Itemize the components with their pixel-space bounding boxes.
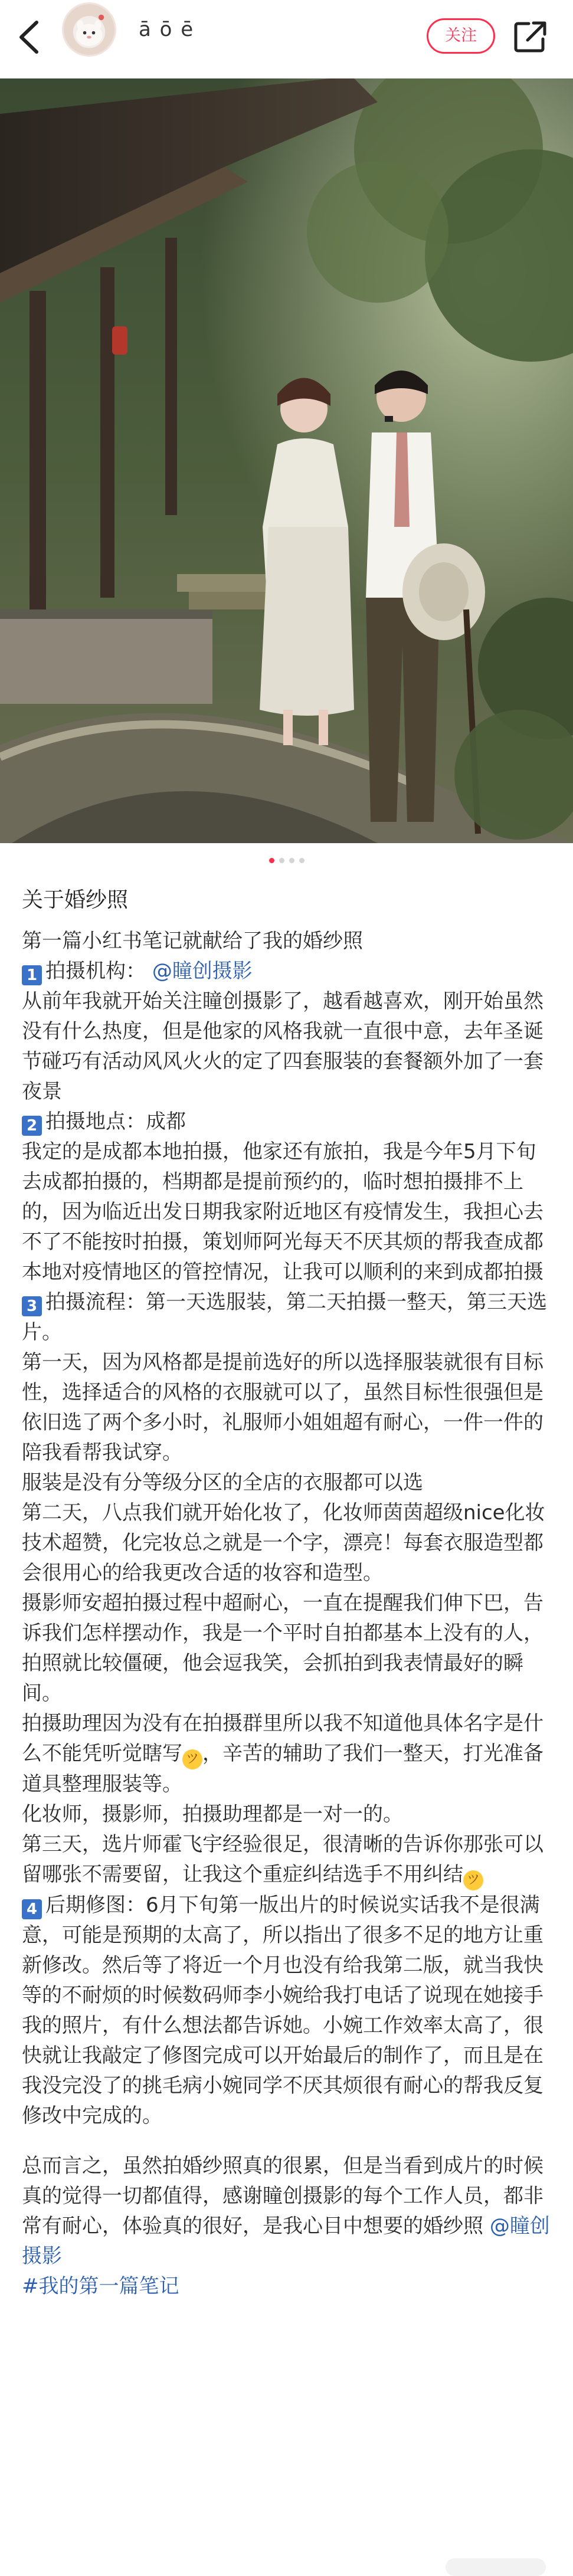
section-3-para-5: [22, 1709, 553, 1800]
mention-link[interactable]: @瞳创摄影: [152, 959, 253, 983]
carousel-dot[interactable]: [299, 858, 304, 863]
section-4: [22, 1890, 553, 2131]
chevron-left-icon[interactable]: [13, 19, 46, 55]
section-2-heading: 拍摄地点：成都: [45, 1110, 186, 1133]
mention-link[interactable]: @瞳创摄影: [22, 2214, 550, 2268]
section-3-para-3: 第二天，八点我们就开始化妆了，化妆师茵茵超级nice化妆技术超赞，化完妆总之就是一个字，漂亮！每套衣服造型都会很用心的给我更改合适的妆容和造型。: [22, 1501, 545, 1585]
number-4-badge: 4: [22, 1899, 42, 1919]
hashtag-link[interactable]: #我的第一篇笔记: [22, 2275, 179, 2298]
section-2-body: 我定的是成都本地拍摄，他家还有旅拍，我是今年5月下旬去成都拍摄的，档期都是提前预约的，临时想拍摄排不上的，因为临近出发日期我家附近地区有疫情发生，我担心去不了不能按时拍摄，策划师阿光每天不厌其烦的帮我查成都本地对疫情地区的管控情况，让我可以顺利的来到成都拍摄: [22, 1140, 543, 1284]
smile-emoji-icon: ツ: [463, 1870, 483, 1890]
section-3-para-5a: 拍摄助理因为没有在拍摄群里所以我不知道他具体名字是什么不能凭听觉瞎写: [22, 1712, 543, 1765]
author-name[interactable]: ā ō ē: [139, 18, 195, 41]
carousel-indicator: [0, 854, 573, 866]
post-intro: 第一篇小红书笔记就献给了我的婚纱照: [22, 929, 363, 953]
carousel-dot[interactable]: [279, 858, 284, 863]
post-title: 关于婚纱照: [22, 888, 129, 912]
section-3-heading: 拍摄流程：第一天选服装，第二天拍摄一整天，第三天选片。: [22, 1290, 547, 1344]
section-3-para-7: [22, 1830, 553, 1890]
follow-button[interactable]: 关注: [427, 18, 495, 54]
section-3: [22, 1287, 553, 1348]
section-4-body: 后期修图：6月下旬第一版出片的时候说实话我不是很满意，可能是预期的太高了，所以指出了很多不足的地方让重新修改。然后等了将近一个月也没有给我第二版，就当我快等的不耐烦的时候数码师李小婉给我打电话了说现在她接手我的照片，有什么想法都告诉她。小婉工作效率太高了，很快就让我敲定了修图完成可以开始最后的制作了，而且是在我没完没了的挑毛病小婉同学不厌其烦很有耐心的帮我反复修改中完成的。: [22, 1893, 543, 2128]
number-2-badge: 2: [22, 1116, 42, 1136]
section-3-para-2: 服装是没有分等级分区的全店的衣服都可以选: [22, 1471, 423, 1495]
summary-text: 总而言之，虽然拍婚纱照真的很累，但是当看到成片的时候真的觉得一切都值得，感谢瞳创摄影的每个工作人员，都非常有耐心，体验真的很好，是我心目中想要的婚纱照: [22, 2154, 543, 2238]
post-photo[interactable]: [0, 78, 573, 843]
post-content: [22, 885, 553, 2302]
section-1: [22, 956, 553, 987]
section-1-heading: 拍摄机构：: [45, 959, 146, 983]
section-3-para-5b: ，辛苦的辅助了我们一整天，打光准备道具整理服装等。: [22, 1742, 543, 1796]
section-3-para-1: 第一天，因为风格都是提前选好的所以选择服装就很有目标性，选择适合的风格的衣服就可以了，虽然目标性很强但是依旧选了两个多小时，礼服师小姐姐超有耐心，一件一件的陪我看帮我试穿。: [22, 1351, 543, 1464]
section-3-para-6: 化妆师，摄影师，拍摄助理都是一对一的。: [22, 1802, 403, 1826]
section-1-body: 从前年我就开始关注瞳创摄影了，越看越喜欢，刚开始虽然没有什么热度，但是他家的风格我就一直很中意，去年圣诞节碰巧有活动风风火火的定了四套服装的套餐额外加了一套夜景: [22, 989, 543, 1103]
section-3-para-4: 摄影师安超拍摄过程中超耐心，一直在提醒我们伸下巴，告诉我们怎样摆动作，我是一个平时自拍都基本上没有的人，拍照就比较僵硬，他会逗我笑，会抓拍到我表情最好的瞬间。: [22, 1591, 543, 1705]
section-2: [22, 1107, 553, 1137]
top-bar: [0, 0, 573, 78]
number-1-badge: 1: [22, 965, 42, 985]
post-summary: [22, 2151, 553, 2272]
share-icon[interactable]: [513, 20, 548, 53]
carousel-dot[interactable]: [289, 858, 294, 863]
sweat-smile-emoji-icon: ツ: [182, 1749, 202, 1769]
avatar[interactable]: [62, 2, 116, 57]
carousel-dot[interactable]: [269, 858, 274, 863]
number-3-badge: 3: [22, 1296, 42, 1316]
bottom-bar-handle: [446, 2558, 546, 2576]
section-3-para-7-text: 第三天，选片师霍飞宇经验很足，很清晰的告诉你那张可以留哪张不需要留，让我这个重症纠结选手不用纠结: [22, 1833, 543, 1886]
